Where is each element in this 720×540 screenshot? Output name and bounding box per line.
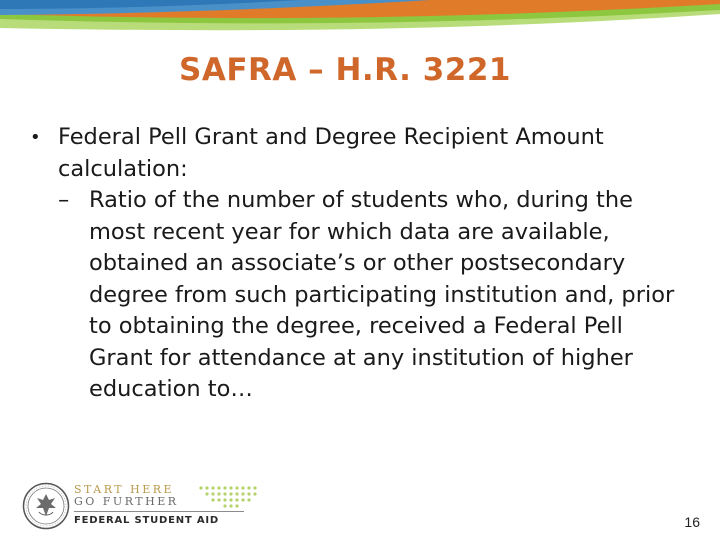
federal-student-aid-logo	[22, 482, 262, 530]
sub-bullet-item	[58, 185, 700, 406]
logo-line-federal-student-aid: FEDERAL STUDENT AID	[74, 511, 244, 526]
department-seal-icon	[22, 482, 70, 530]
sub-bullet-text: Ratio of the number of students who, during the most recent year for which data are available, obtained an associate’s or other postsecondary degree from such participating institution and, prior to obtaining the degree, received a Federal Pell Grant for attendance at any institution of higher education to…	[89, 187, 675, 402]
slide-title: SAFRA – H.R. 3221	[179, 52, 511, 88]
logo-dot-grid-icon	[198, 485, 262, 509]
sub-bullet-dash: –	[58, 187, 70, 213]
header-wave-band	[0, 0, 720, 38]
bullet-item	[30, 122, 700, 185]
page-number: 16	[684, 514, 700, 530]
logo-line-go-further: GO FURTHER	[74, 495, 179, 508]
bullet-dot-icon: •	[30, 127, 41, 148]
logo-line-start-here: START HERE	[74, 483, 175, 496]
logo-wordmark	[74, 484, 264, 530]
slide-content	[30, 122, 700, 406]
bullet-text: Federal Pell Grant and Degree Recipient Amount calculation:	[58, 124, 604, 182]
